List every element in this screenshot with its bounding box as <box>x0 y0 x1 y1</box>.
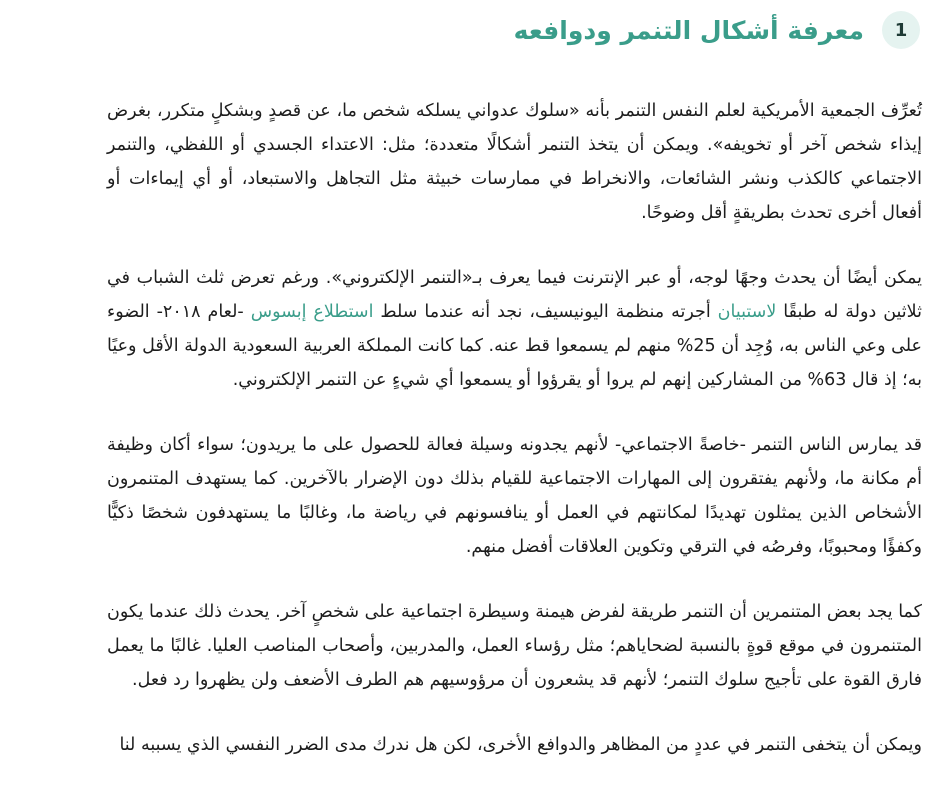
ipsos-survey-link[interactable]: استطلاع إبسوس <box>250 302 374 322</box>
paragraph-text: يمكن أيضًا أن يحدث وجهًا لوجه، أو عبر الإنترنت فيما يعرف بـ«التنمر الإلكتروني». ورغم تعرض ثلث الشباب في ثلاثين دولة له طبقًا <box>107 268 922 322</box>
paragraph-text: -لعام ٢٠١٨- الضوء على وعي الناس به، وُجِد أن 25% منهم لم يسمعوا قط عنه. كما كانت المملكة العربية السعودية الدولة الأقل وعيًا به؛ إذ قال 63% من المشاركين إنهم لم يروا أو يقرؤوا أو يسمعوا أي شيءٍ عن التنمر الإلكتروني. <box>107 302 922 390</box>
section-number-badge: 1 <box>882 11 920 49</box>
paragraph-dominance: كما يجد بعض المتنمرين أن التنمر طريقة لفرض هيمنة وسيطرة اجتماعية على شخصٍ آخر. يحدث ذلك عندما يكون المتنمرون في موقع قوةٍ بالنسبة لضحاياهم؛ مثل رؤساء العمل، والمدربين، وأصحاب المناصب العليا. غالبًا ما يعمل فارق القوة على تأجيج سلوك التنمر؛ لأنهم قد يشعرون أن مرؤوسيهم هم الطرف الأضعف ولن يظهروا رد فعل. <box>107 602 922 690</box>
article <box>107 0 922 793</box>
section-heading <box>107 8 922 52</box>
paragraph-motives: قد يمارس الناس التنمر -خاصةً الاجتماعي- لأنهم يجدونه وسيلة فعالة للحصول على ما يريدون؛ سواء أكان وظيفة أم مكانة ما، ولأنهم يفتقرون إلى المهارات الاجتماعية للقيام بذلك دون الإضرار بالآخرين. كما يستهدف المتنمرون الأشخاص الذين يمثلون تهديدًا لمكانتهم في العمل أو ينافسونهم في رياضة ما، وغالبًا ما يستهدفون شخصًا ذكيًّا وكفؤًا ومحبوبًا، وفرصُه في الترقي وتكوين العلاقات أفضل منهم. <box>107 435 922 557</box>
section-title: معرفة أشكال التنمر ودوافعه <box>513 15 864 45</box>
paragraph-text: أجرته منظمة اليونيسيف، نجد أنه عندما سلط <box>373 302 718 322</box>
paragraph-cyberbullying <box>107 261 922 397</box>
paragraph-closing: ويمكن أن يتخفى التنمر في عددٍ من المظاهر والدوافع الأخرى، لكن هل ندرك مدى الضرر النفسي الذي يسببه لنا <box>119 735 922 755</box>
paragraph-definition: تُعرِّف الجمعية الأمريكية لعلم النفس التنمر بأنه «سلوك عدواني يسلكه شخص ما، عن قصدٍ وبشكلٍ متكرر، بغرض إيذاء شخص آخر أو تخويفه». ويمكن أن يتخذ التنمر أشكالًا متعددة؛ مثل: الاعتداء الجسدي أو اللفظي، والتنمر الاجتماعي كالكذب ونشر الشائعات، والانخراط في ممارسات خبيثة مثل التجاهل والاستبعاد، أو أي إيماءات أو أفعال أخرى تحدث بطريقةٍ أقل وضوحًا. <box>107 101 922 223</box>
unicef-survey-link[interactable]: لاستبيان <box>717 302 777 322</box>
